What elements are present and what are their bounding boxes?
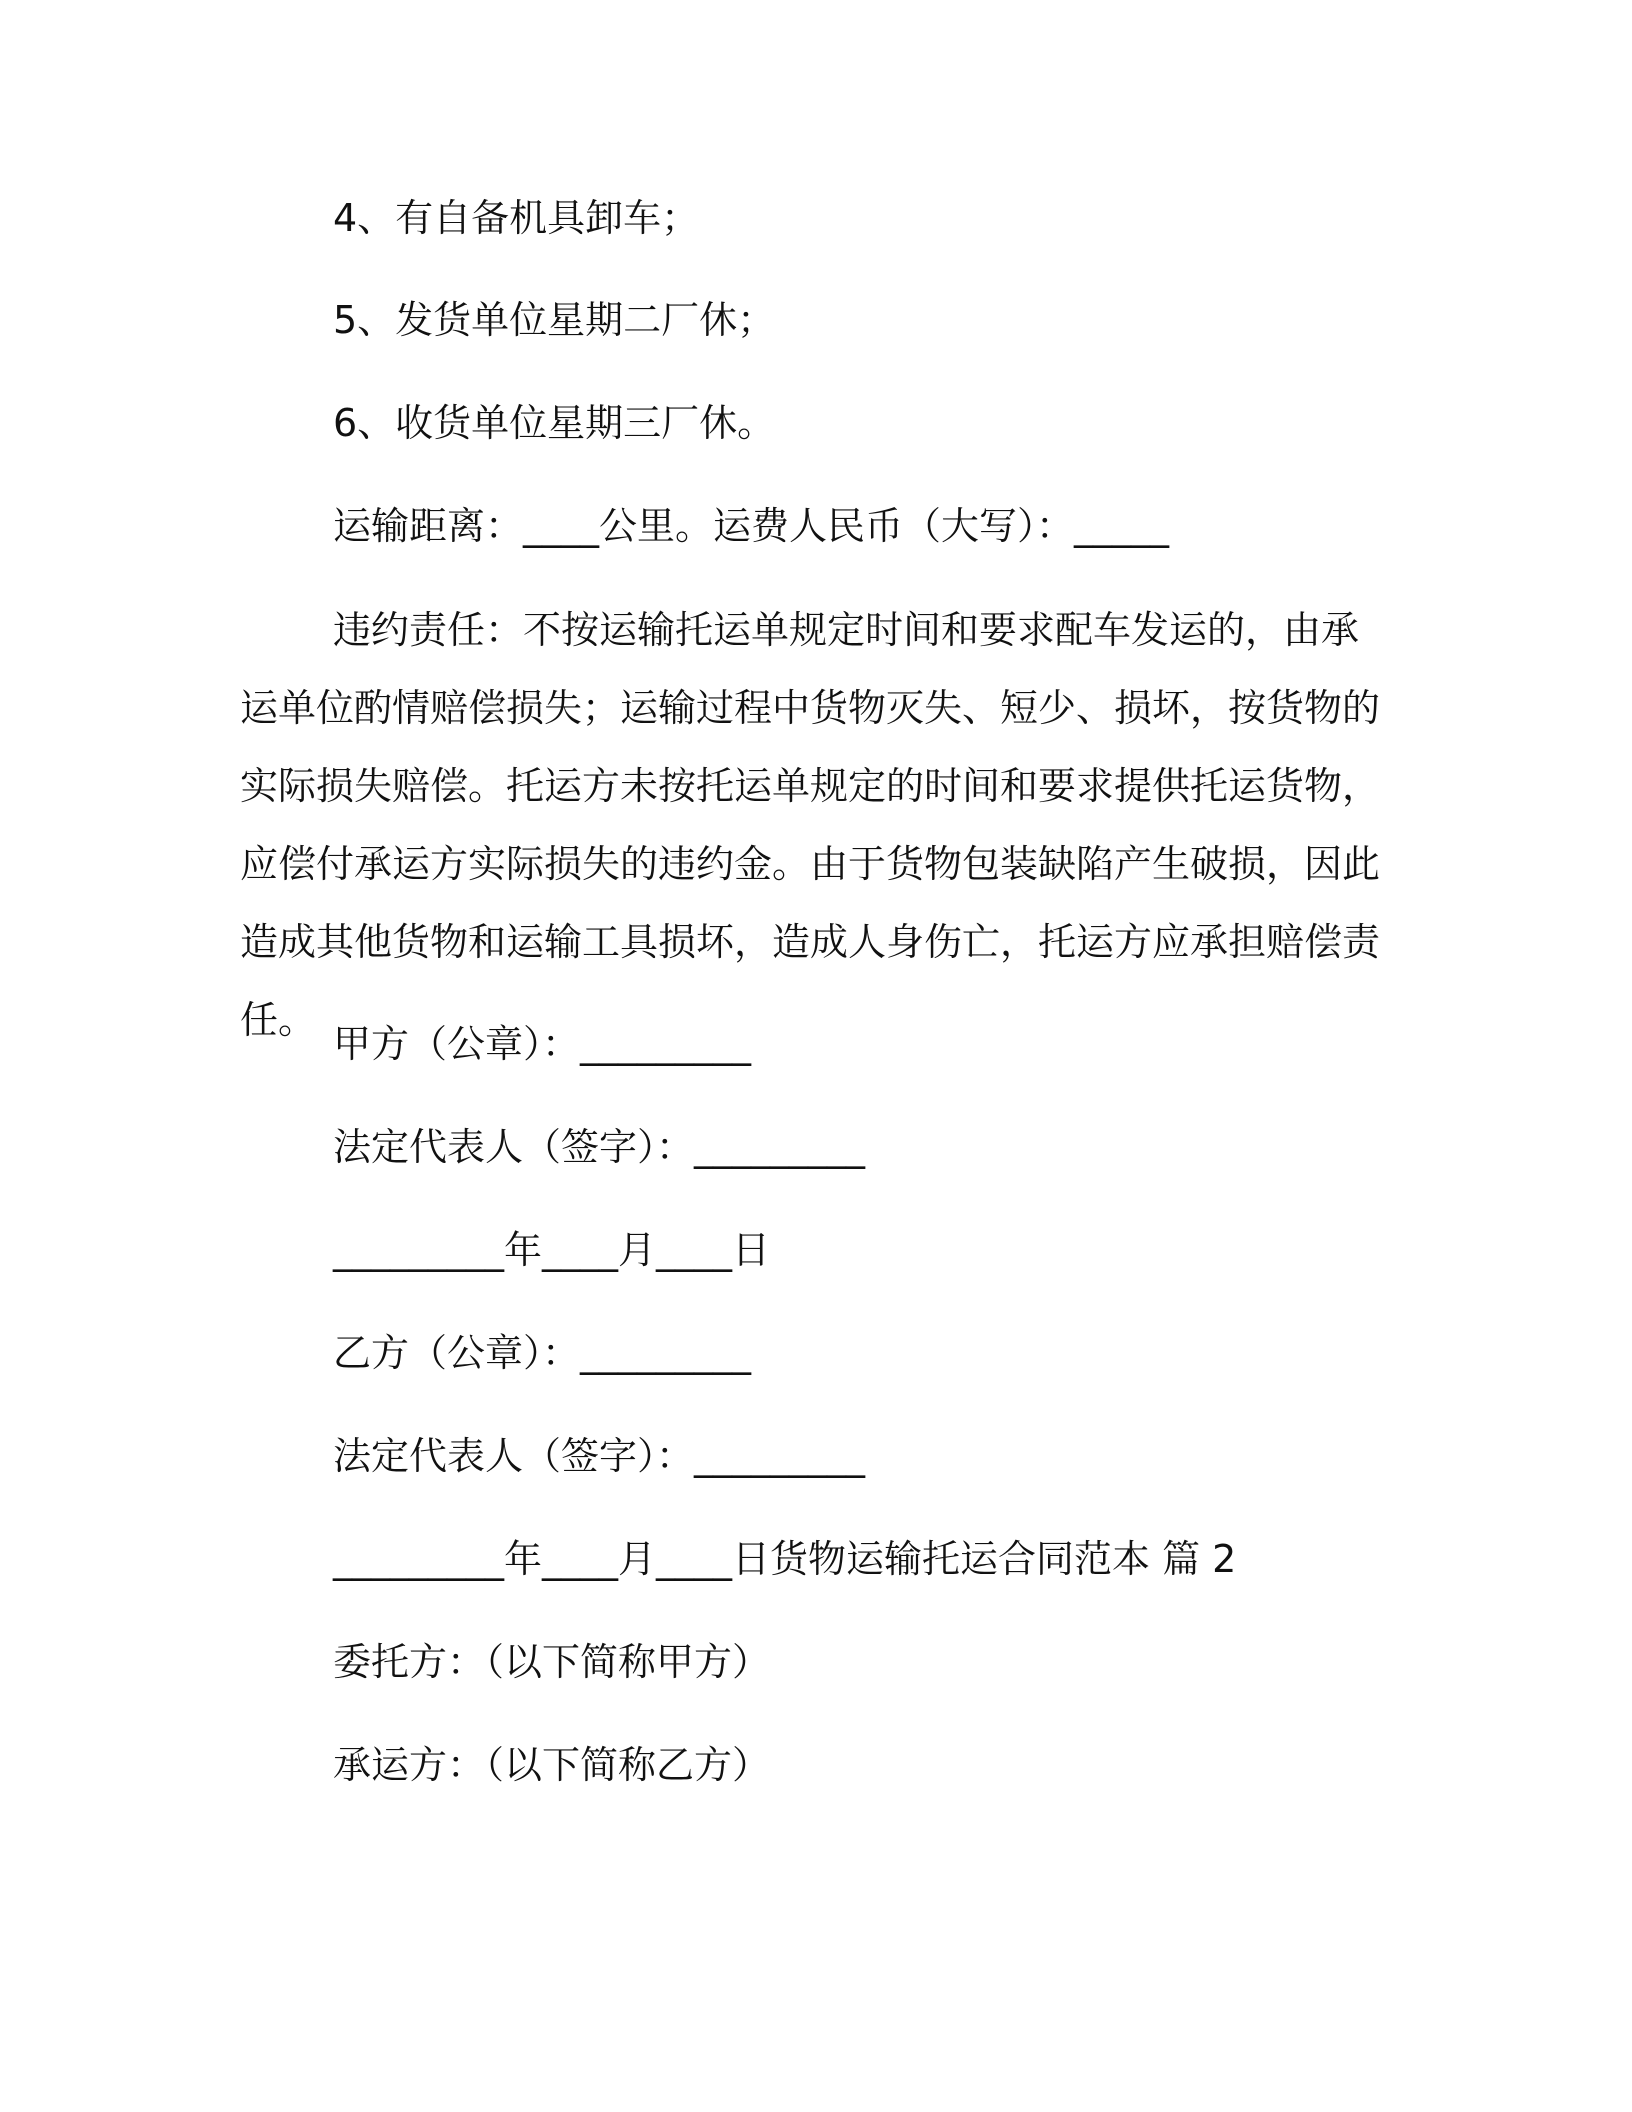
client-line: 委托方：（以下简称甲方） xyxy=(333,1640,771,1684)
party-a-seal: 甲方（公章）：_________ xyxy=(333,1022,752,1066)
item-4: 4、有自备机具卸车； xyxy=(333,196,700,240)
carrier-line: 承运方：（以下简称乙方） xyxy=(333,1743,771,1787)
item-5: 5、发货单位星期二厂休； xyxy=(333,298,776,342)
party-b-seal: 乙方（公章）：_________ xyxy=(333,1331,752,1375)
liability-paragraph: 违约责任：不按运输托运单规定时间和要求配车发运的，由承运单位酌情赔偿损失；运输过程中货物灭失、短少、损坏，按货物的实际损失赔偿。托运方未按托运单规定的时间和要求提供托运货物，应偿付承运方实际损失的违约金。由于货物包装缺陷产生破损，因此造成其他货物和运输工具损坏，造成人身伤亡，托运方应承担赔偿责任。 xyxy=(240,608,1381,1042)
party-a-representative: 法定代表人（签字）：_________ xyxy=(333,1125,866,1169)
item-6: 6、收货单位星期三厂休。 xyxy=(333,401,776,445)
party-a-date: _________年____月____日 xyxy=(333,1228,771,1272)
distance-fee-line: 运输距离：____公里。运费人民币（大写）：_____ xyxy=(333,504,1170,548)
party-b-date-and-section-title: _________年____月____日货物运输托运合同范本 篇 2 xyxy=(333,1537,1237,1581)
party-b-representative: 法定代表人（签字）：_________ xyxy=(333,1434,866,1478)
